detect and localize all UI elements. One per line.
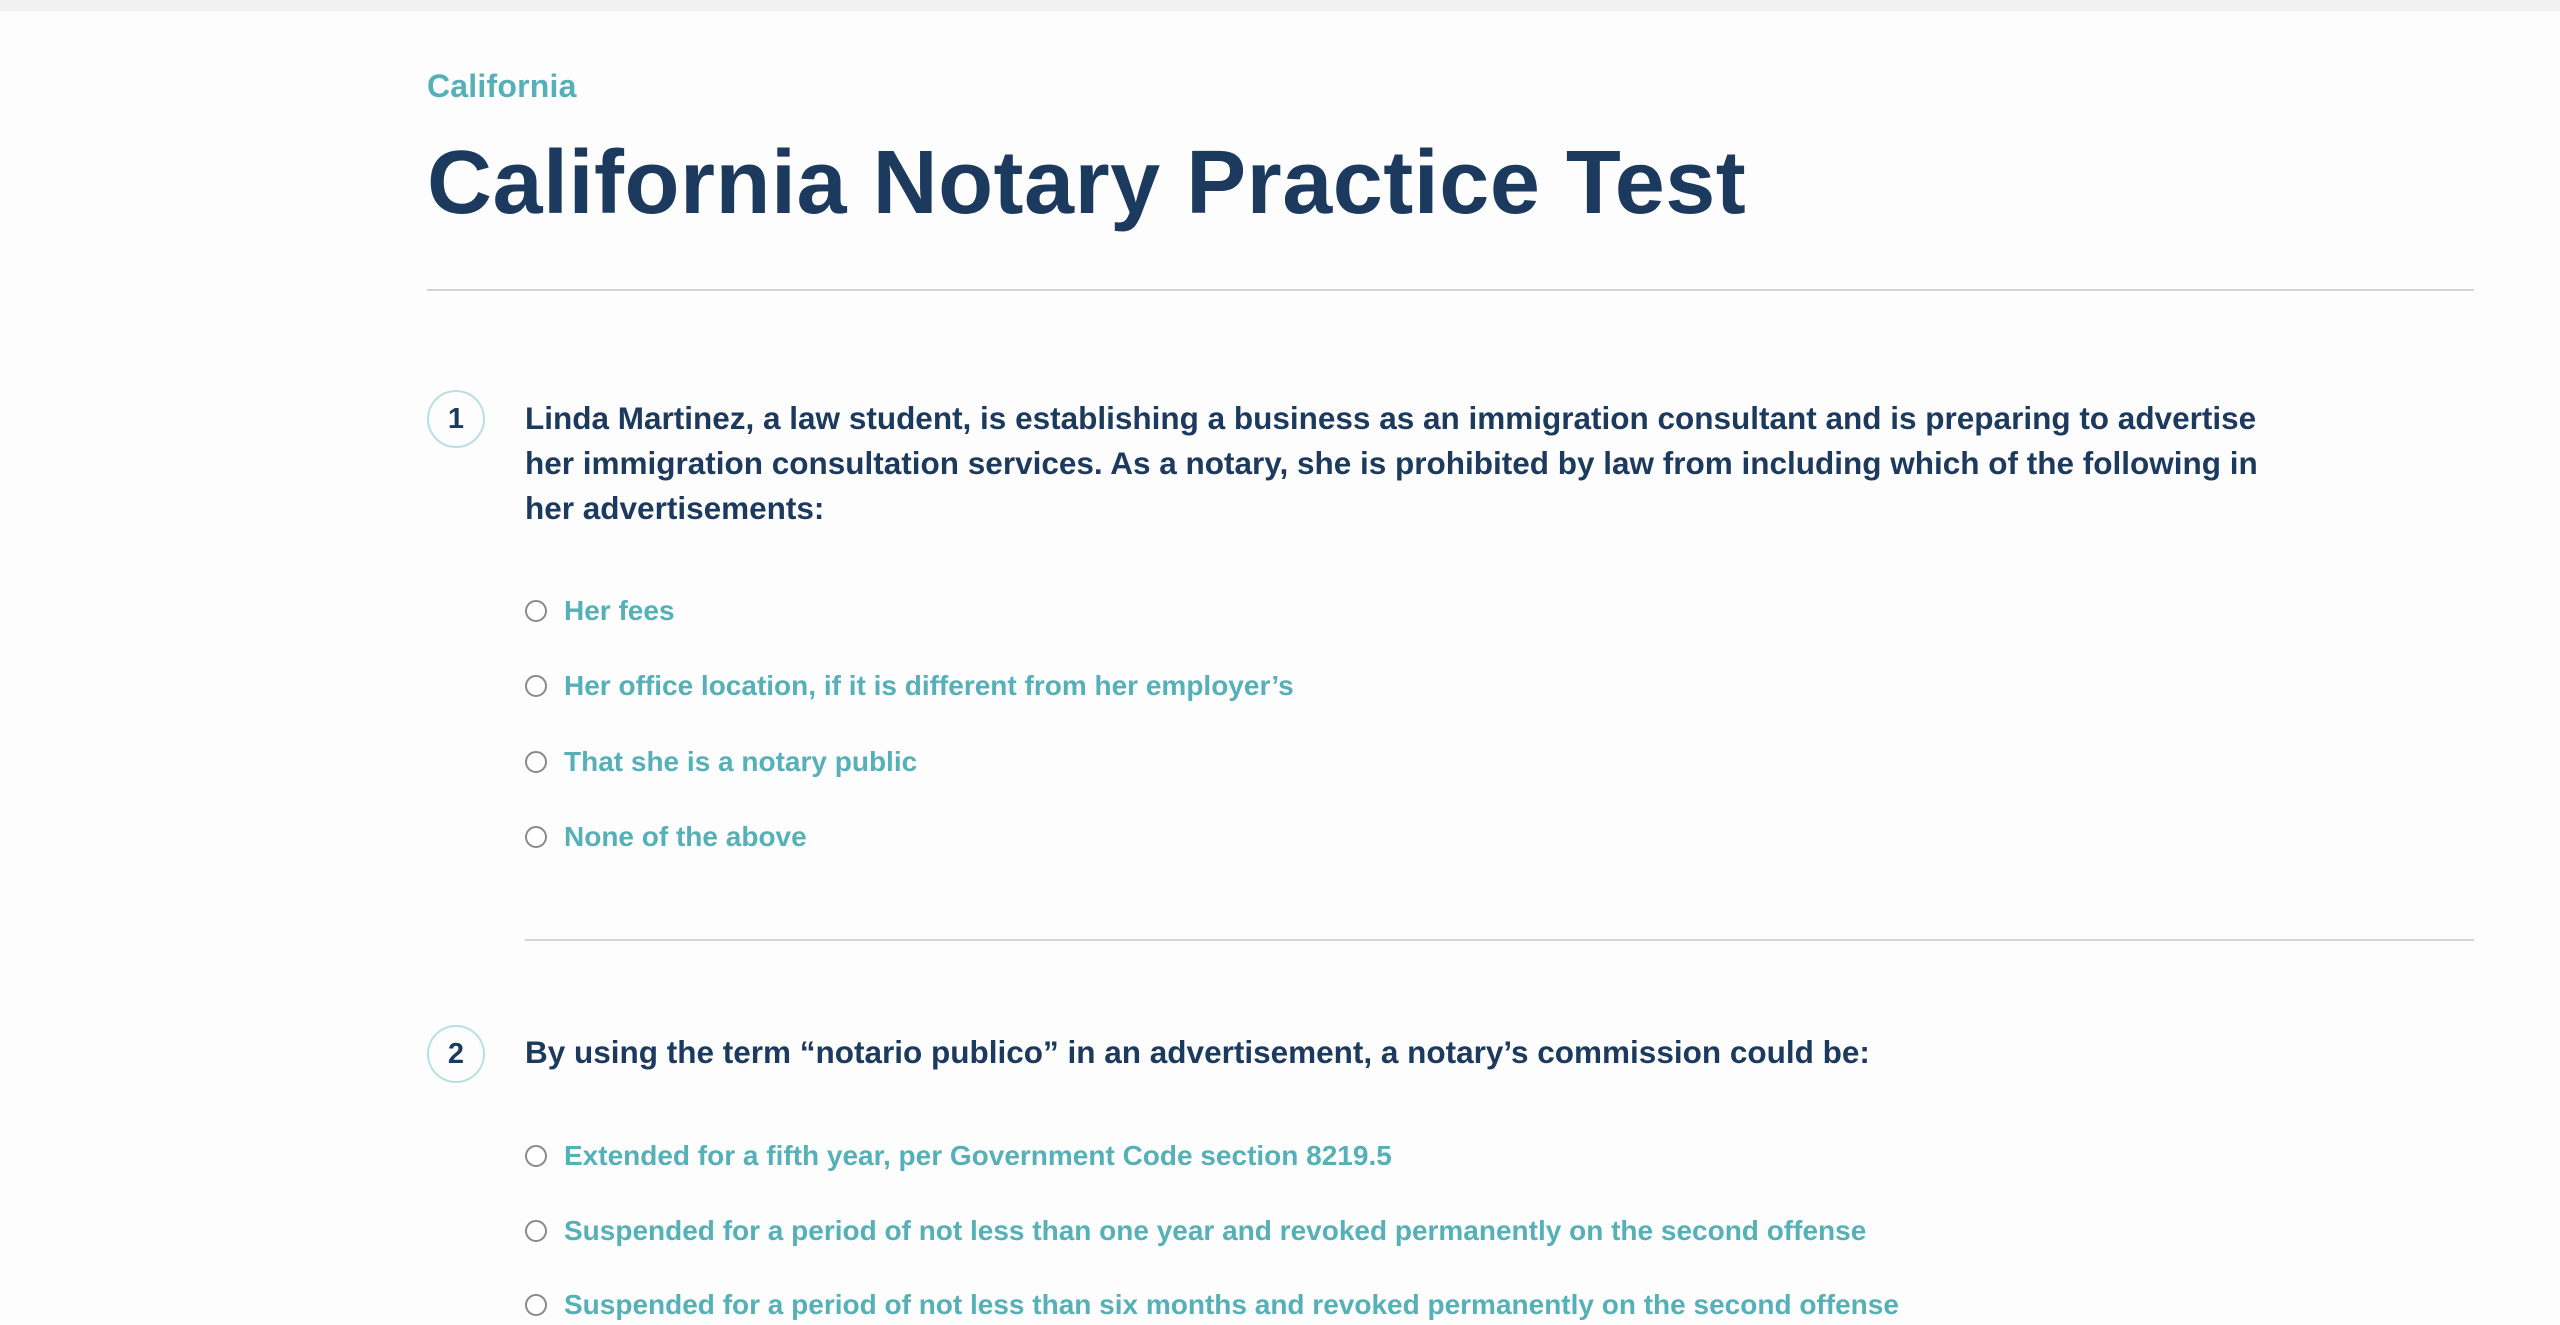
answer-option-label: Her fees [564,595,675,626]
answer-option-label: That she is a notary public [564,746,918,777]
page-title: California Notary Practice Test [427,133,1747,233]
title-divider [427,289,2474,291]
question-number-badge: 2 [427,1025,485,1083]
answer-option-label: Suspended for a period of not less than one year and revoked permanently on the second offense [564,1215,1867,1246]
answer-option-label: Her office location, if it is different from her employer’s [564,670,1294,701]
radio-button[interactable] [525,1220,547,1242]
radio-button[interactable] [525,826,547,848]
answer-option[interactable] [525,591,675,631]
browser-top-strip [0,0,2560,11]
answer-option[interactable] [525,817,807,857]
radio-button[interactable] [525,675,547,697]
question-text: Linda Martinez, a law student, is establishing a business as an immigration consultant and is preparing to advertise her immigration consultation services. As a notary, she is prohibited by law from including which of the following in her advertisements: [525,400,2258,526]
question-divider [525,939,2474,941]
answer-option-label: Suspended for a period of not less than six months and revoked permanently on the second offense [564,1289,1899,1320]
answer-option-label: Extended for a fifth year, per Government Code section 8219.5 [564,1140,1392,1171]
radio-button[interactable] [525,1294,547,1316]
answer-option[interactable] [525,1136,1392,1176]
question-text: By using the term “notario publico” in an advertisement, a notary’s commission could be: [525,1034,1870,1070]
radio-button[interactable] [525,600,547,622]
answer-option-label: None of the above [564,821,807,852]
radio-button[interactable] [525,1145,547,1167]
answer-option[interactable] [525,742,917,782]
answer-option[interactable] [525,1285,1899,1325]
answer-option[interactable] [525,1211,1866,1251]
question-number-badge: 1 [427,390,485,448]
state-eyebrow: California [427,68,577,104]
radio-button[interactable] [525,751,547,773]
answer-option[interactable] [525,666,1294,706]
